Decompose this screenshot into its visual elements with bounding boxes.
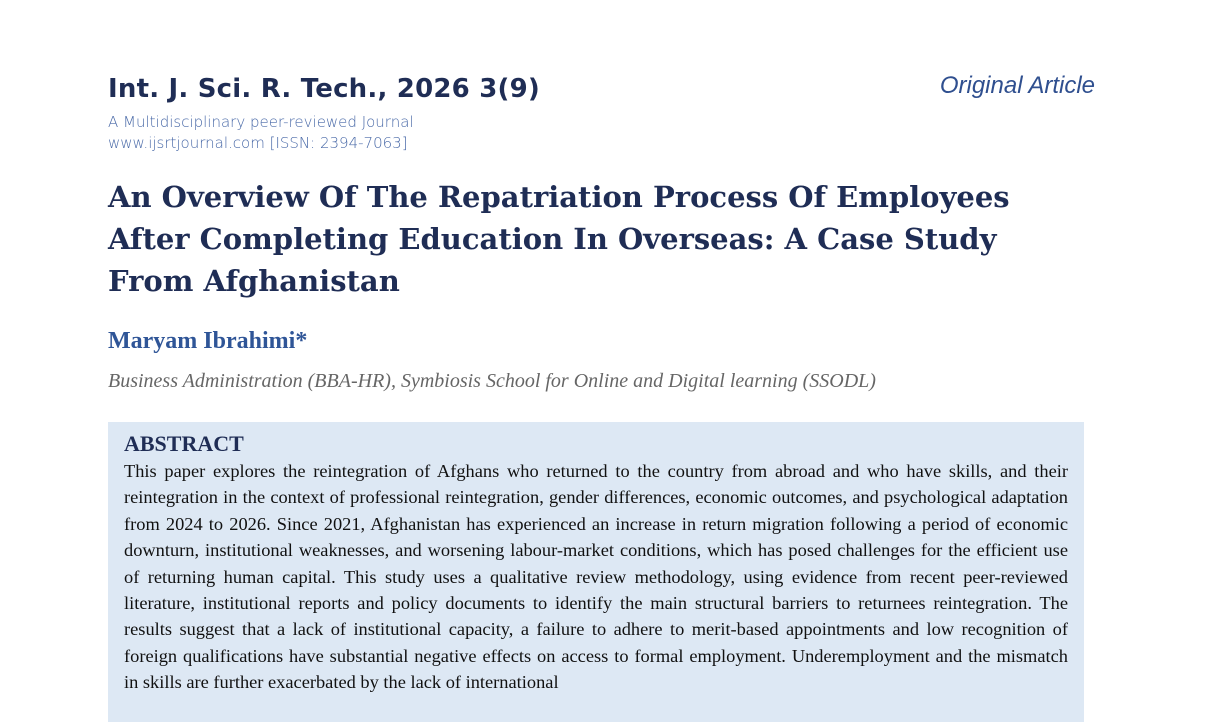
journal-subtitle: A Multidisciplinary peer-reviewed Journal <box>108 113 414 131</box>
journal-website-issn: www.ijsrtjournal.com [ISSN: 2394-7063] <box>108 134 408 152</box>
abstract-heading: ABSTRACT <box>124 431 244 456</box>
journal-title: Int. J. Sci. R. Tech., 2026 3(9) <box>108 74 540 104</box>
abstract-text: This paper explores the reintegration of Afghans who returned to the country from abroad and who have skills, and their reintegration in the context of professional reintegration, gender differences, economic outcomes, and psychological adaptation from 2024 to 2026. Since 2021, Afghanistan has experienced an increase in return migration following a period of economic downturn, institutional weaknesses, and worsening labour-market conditions, which has posed challenges for the efficient use of returning human capital. This study uses a qualitative review methodology, using evidence from recent peer-reviewed literature, institutional reports and policy documents to identify the main structural barriers to returnees reintegration. The results suggest that a lack of institutional capacity, a failure to adhere to merit-based appointments and low recognition of foreign qualifications have substantial negative effects on access to formal employment. Underemployment and the mismatch in skills are further exacerbated by the lack of international <box>124 461 1068 693</box>
article-type-label: Original Article <box>939 72 1095 99</box>
paper-title: An Overview Of The Repatriation Process Of Employees After Completing Education In Overseas: A Case Study From Afghanistan <box>108 180 1010 298</box>
abstract-box <box>108 422 1084 722</box>
author-affiliation: Business Administration (BBA-HR), Symbiosis School for Online and Digital learning (SSODL) <box>108 370 876 392</box>
author-name: Maryam Ibrahimi* <box>108 328 308 354</box>
